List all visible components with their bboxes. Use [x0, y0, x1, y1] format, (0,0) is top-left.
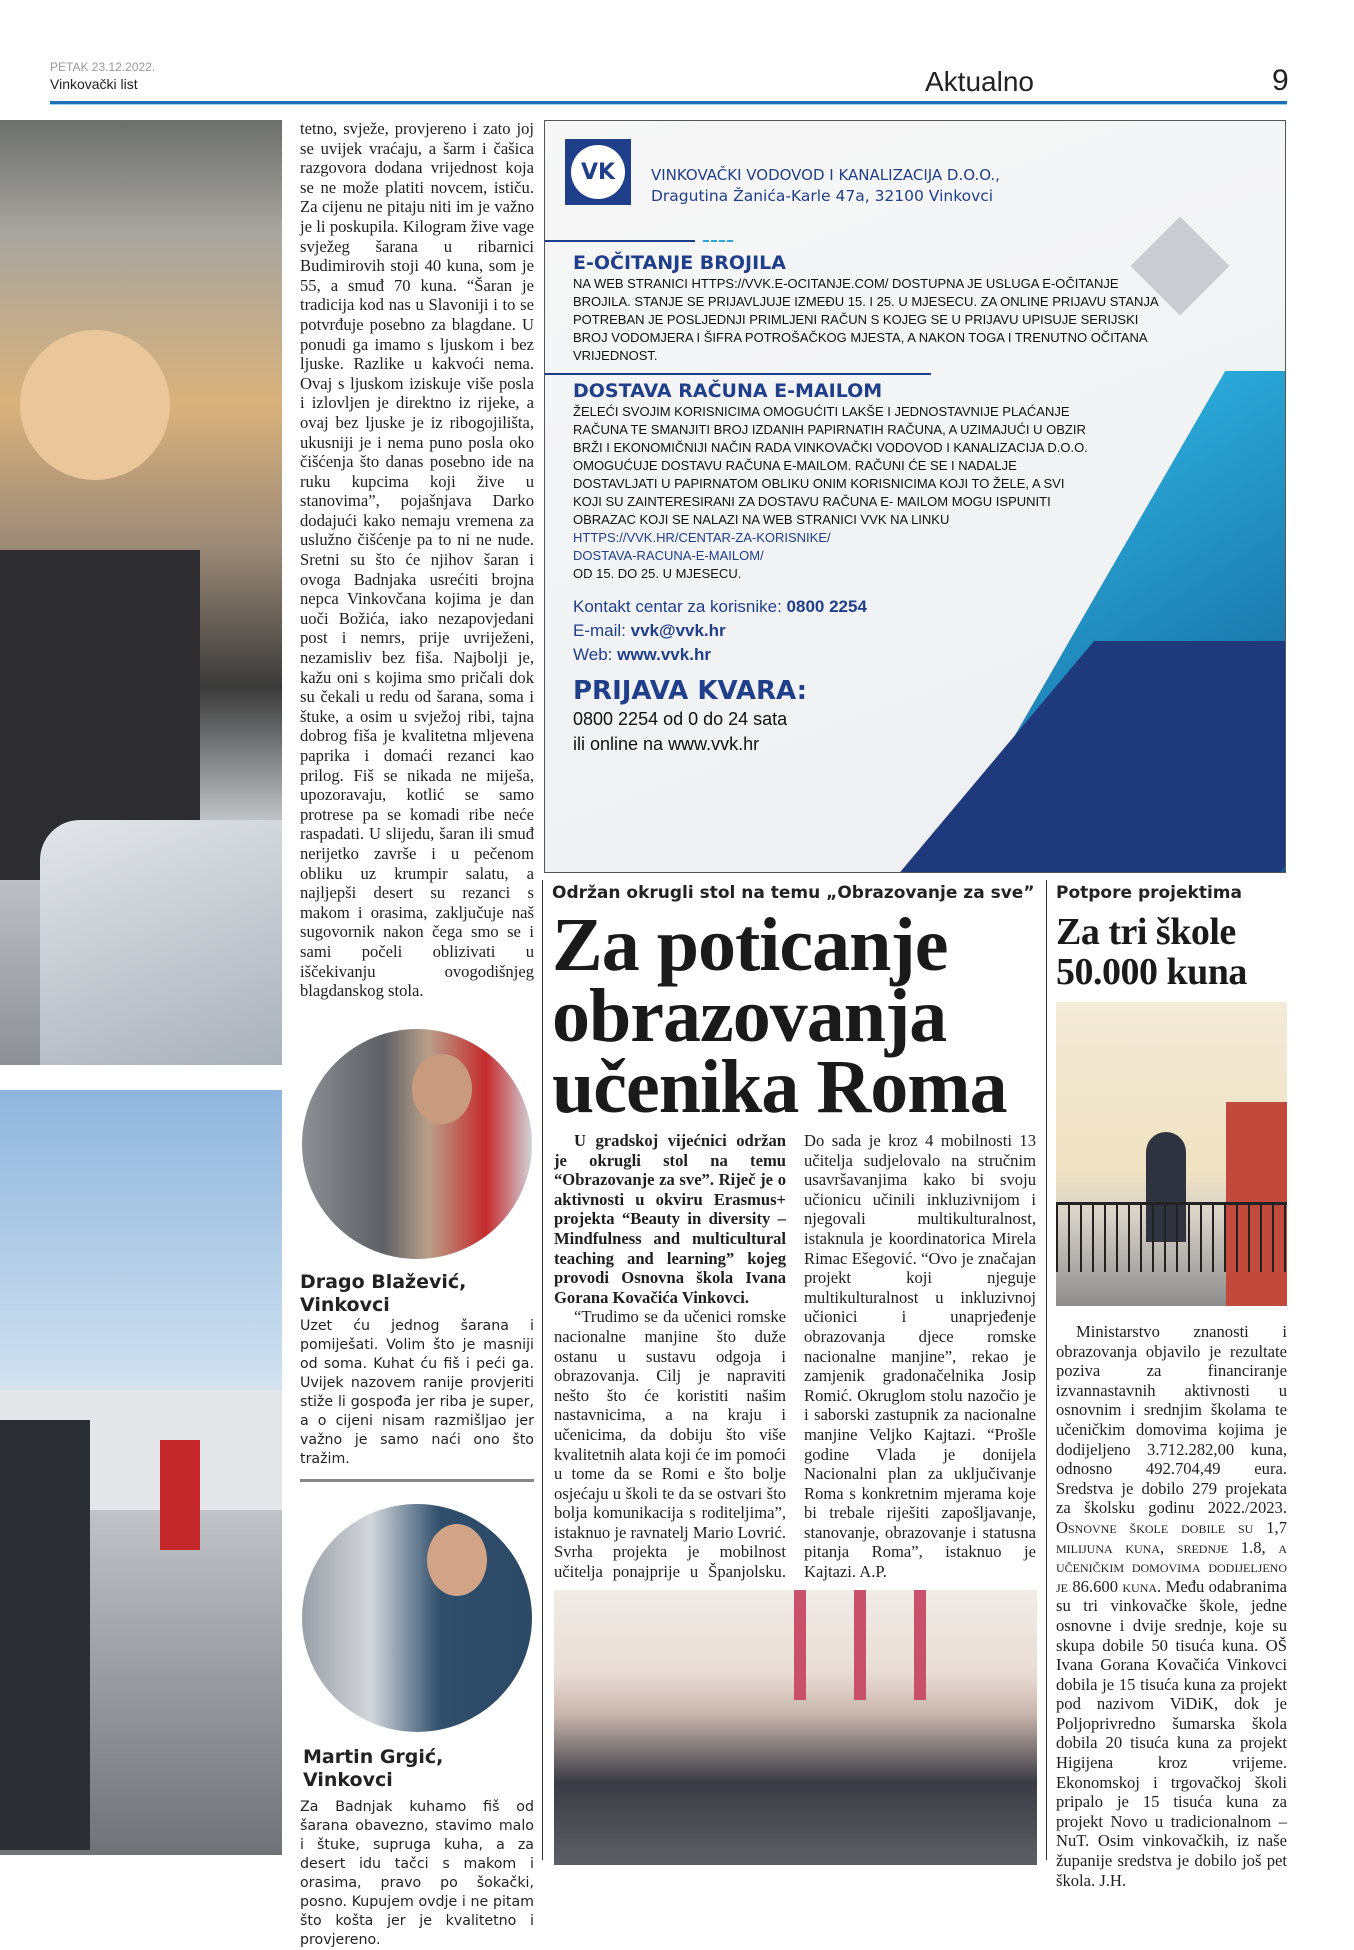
roma-lead: U gradskoj vijećnici održan je okrugli stol na temu “Obrazovanje za sve”. Riječ je o aktivnosti u okviru Erasmus+ projekta “Beauty in diversity – Mindfulness and multicultural teaching and learning” kojeg provodi Osnovna škola Ivana Gorana Kovačića Vinkovci. [554, 1131, 786, 1307]
column-divider [1046, 880, 1047, 1860]
curtain [794, 1590, 806, 1700]
issue-date: PETAK 23.12.2022. [50, 60, 156, 74]
curtain [854, 1590, 866, 1700]
ad-section1-text: NA WEB STRANICI HTTPS://VVK.E-OCITANJE.COM/ DOSTUPNA JE USLUGA E-OČITANJE BROJILA. STANJE SE PRIJAVLJUJE IZMEĐU 15. I 25. U MJESECU. ZA ONLINE PRIJAVU STANJA POTREBAN JE POSLJEDNJI PRIMLJENI RAČUN S KOJEG SE U PRIJAVU UPISUJE SERIJSKI BROJ VODOMJERA I ŠIFRA POTROŠAČKOG MJESTA, A NAKON TOGA I TRENUTNO OČITANA VRIJEDNOST. [573, 276, 1158, 363]
round-table-photo [554, 1590, 1037, 1865]
schools-headline: Za tri škole 50.000 kuna [1056, 911, 1247, 993]
ad-form-link[interactable]: HTTPS://VVK.HR/CENTAR-ZA-KORISNIKE/ DOSTAVA-RACUNA-E-MAILOM/ [573, 530, 831, 563]
quote-name: Martin Grgić, Vinkovci [303, 1745, 444, 1791]
quote-divider [300, 1479, 534, 1482]
fault-report-text: 0800 2254 od 0 do 24 sata ili online na www.vvk.hr [573, 709, 788, 754]
face [427, 1524, 487, 1596]
fish-story-text [300, 119, 534, 1001]
ad-company: VINKOVAČKI VODOVOD I KANALIZACIJA D.O.O., [651, 166, 1000, 184]
ad-content [573, 251, 1285, 757]
contact-email[interactable]: vvk@vvk.hr [630, 621, 726, 640]
quote-text: Za Badnjak kuhamo fiš od šarana obavezno, stavimo malo i štuke, supruga kuha, a za desert idu tačci s makom i orasima, pravo po šokački, posno. Kupujem ovdje i ne pitam što košta jer je kvalitetno i provjereno. [300, 1798, 534, 1948]
contact-phone: 0800 2254 [786, 597, 867, 616]
market-queue-photo [0, 1090, 282, 1855]
customer-figure-red [160, 1440, 200, 1550]
column-divider [542, 880, 543, 1860]
ad-address: Dragutina Žanića-Karle 47a, 32100 Vinkovci [651, 187, 994, 205]
vendor-face [20, 330, 170, 480]
curtain [914, 1590, 926, 1700]
contact-web[interactable]: www.vvk.hr [617, 645, 711, 664]
schools-body: Ministarstvo znanosti i obrazovanja objavilo je rezultate poziva za financiranje izvannastavnih aktivnosti u osnovnim i srednjim školama te učeničkim domovima kojima je dodijeljeno 3.712.282,00 kuna, odnosno 492.704,49 eura. Sredstva je dobilo 279 projekata za školsku godinu 2022./2023. Osnovne škole dobile su 1,7 milijuna kuna, srednje 1.8, a učeničkim domovima dodijeljeno je 86.600 kuna. Među odabranima su tri vinkovačke škole, jedne osnovne i dvije srednje, koje su skupa dobile 50 tisuća kuna. OŠ Ivana Gorana Kovačića Vinkovci dobila je 15 tisuća kuna za projekt pod nazivom ViDiK, dok je Poljoprivredno šumarska škola dobila 20 tisuća kuna za projekt Higijena kroz vrijeme. Ekonomskoj i trgovačkoj školi pripalo je 15 tisuća kuna za projekt Novo u tradicionalnom – NuT. Osim vinkovačkih, iz naše županije sredstva je dobilo još pet škola. J.H. [1056, 1322, 1287, 1890]
roma-body [554, 1131, 1036, 1582]
portrait-martin [302, 1504, 532, 1732]
roma-kicker: Održan okrugli stol na temu „Obrazovanje za sve” [552, 883, 1035, 903]
roma-body-text: “Trudimo se da učenici romske nacionalne manjine što duže ostanu u sustavu odgoja i obrazovanja. Cilj je napraviti nešto što će koristiti našim nastavnicima, a na kraju i učenicima, da dobiju što više kvalitetnih alata koji će im pomoći u tome da se Romi e što bolje osjećaju u školi te da se ostvari što bolja komunikacija s roditeljima”, istaknuo je ravnatelj Mario Lovrić. Svrha projekta je mobilnost učitelja ponajprije u Španjolsku. Do sada je kroz 4 mobilnosti 13 učitelja sudjelovalo na stručnim usavršavanjima kako bi svoju učionicu učinili inkluzivnijom i njegovali multikulturalnost, istaknula je koordinatorica Mirela Rimac Ešegović. “Ovo je značajan projekt koji njeguje multikulturalnost u inkluzivnoj učionici i unaprjeđenje obrazovanja djece romske nacionalne manjine”, rekao je zamjenik gradonačelnika Josip Romić. Okruglom stolu nazočio je i saborski zastupnik za nacionalne manjine Veljko Kajtazi. “Prošle godine Vlada je donijela Nacionalni plan za uključivanje Roma s konkretnim mjerama koje bi trebale riješiti zapošljavanje, stanovanje, obrazovanje i statusna pitanja Roma”, istaknuo je Kajtazi. A.P. [554, 1131, 1036, 1582]
vvk-advertisement [544, 120, 1286, 873]
fish-bag [40, 820, 282, 1065]
ad-section2-text: ŽELEĆI SVOJIM KORISNICIMA OMOGUĆITI LAKŠE I JEDNOSTAVNIJE PLAĆANJE RAČUNA TE SMANJITI BROJ IZDANIH PAPIRNATIH RAČUNA, A UZIMAJUĆI U OBZIR BRŽI I EKONOMIČNIJI NAČIN RADA VINKOVAČKI VODOVOD I KANALIZACIJA D.O.O. OMOGUĆUJE DOSTAVU RAČUNA E-MAILOM. RAČUNI ĆE SE I NADALJE DOSTAVLJATI U PAPIRNATOM OBLIKU ONIM KORISNICIMA KOJI TO ŽELE, A SVI KOJI SU ZAINTERESIRANI ZA DOSTAVU RAČUNA E- MAILOM MOGU ISPUNITI OBRAZAC KOJI SE NALAZI NA WEB STRANICI VVK NA LINKU HTTPS://VVK.HR/CENTAR-ZA-KORISNIKE/ DOSTAVA-RACUNA-E-MAILOM/ OD 15. DO 25. U MJESECU. [573, 404, 1088, 581]
section-title: Aktualno [925, 66, 1034, 97]
page-number: 9 [1272, 64, 1289, 97]
fault-report-title: PRIJAVA KVARA: [573, 676, 807, 706]
ad-rule-dashed [703, 240, 733, 242]
ad-contacts: Kontakt centar za korisnike: 0800 2254 E-mail: vvk@vvk.hr Web: www.vvk.hr [573, 597, 867, 664]
fish-story-column [300, 119, 534, 1950]
header-rule [50, 101, 1287, 105]
quote-name: Drago Blažević, Vinkovci [300, 1270, 467, 1316]
roma-article [552, 882, 1038, 1865]
school-building-photo [1056, 1002, 1287, 1306]
ad-section2-title: DOSTAVA RAČUNA E-MAILOM [573, 380, 883, 402]
fence [1056, 1202, 1287, 1272]
vvk-logo: VK [565, 139, 631, 205]
quote-text: Uzet ću jednog šarana i pomiješati. Volim što je masniji od soma. Kuhat ću fiš i peći ga. Uvijek nazovem ranije provjeriti stiže li gospođa jer riba je super, a o cijeni nisam razmišljao jer važno je samo naći ono što tražim. [300, 1317, 534, 1467]
ad-rule [545, 373, 931, 375]
ad-section1-title: E-OČITANJE BROJILA [573, 252, 786, 274]
face [412, 1054, 472, 1124]
portrait-drago [302, 1029, 532, 1259]
ad-rule [545, 240, 695, 242]
fish-story-paragraph: tetno, svježe, provjereno i zato joj se uvijek vraćaju, a šarm i čašica razgovora dodana vrijednost koja se ne može platiti novcem, ističu. Za cijenu ne pitaju niti im je važno je li poskupila. Kilogram žive vage svježeg šarana u ribarnici Budimirovih stoji 40 kuna, som je 55, a smuđ 70 kuna. “Šaran je tradicija kod nas u Slavoniji i to se potvrđuje posebno za blagdane. U ponudi ga imamo s ljuskom i bez ljuske. Razlike u kakvoći nema. Ovaj s ljuskom iziskuje više posla i izlovljen je direktno iz rijeke, a ovaj bez ljuske je iz ribogojilišta, ukusniji je i nema puno posla oko čišćenja što danas posebno ide na ruku kupcima koji žive u stanovima”, pojašnjava Darko dodajući kako nemaju vremena za uslužno čišćenje pa to ni ne nude. Sretni su što će njihov šaran i ovoga Badnjaka usrećiti brojna nepca Vinkovčana kojima je dan uoči Božića, iako nezapovjedani post i nemrs, prije uvriježeni, nezamisliv bez fiša. Najbolji je, kažu oni s kojima smo pričali dok su čekali u redu od šarana, soma i štuke, a osim u svježoj ribi, tajna dobrog fiša je kvalitetna mljevena paprika i domaći rezanci kao prilog. Fiš se nikada ne miješa, upozoravaju, kotlić se samo protrese pa se komadi ribe neće raspadati. U slijedu, šaran ili smuđ nerijetko završe i u pečenom obliku uz krumpir salatu, a najljepši desert su rezanci s makom i orasima, zaključuje naš sugovornik nakon čega smo se i sami počeli oblizivati u iščekivanju ovogodišnjeg blagdanskog stola. [300, 119, 534, 1001]
fish-vendor-photo [0, 120, 282, 1065]
newspaper-name: Vinkovački list [50, 76, 138, 92]
schools-article [1056, 882, 1287, 1890]
roma-headline: Za poticanje obrazovanja učenika Roma [552, 903, 1007, 1129]
schools-kicker: Potpore projektima [1056, 883, 1242, 903]
customer-figure [0, 1420, 90, 1850]
